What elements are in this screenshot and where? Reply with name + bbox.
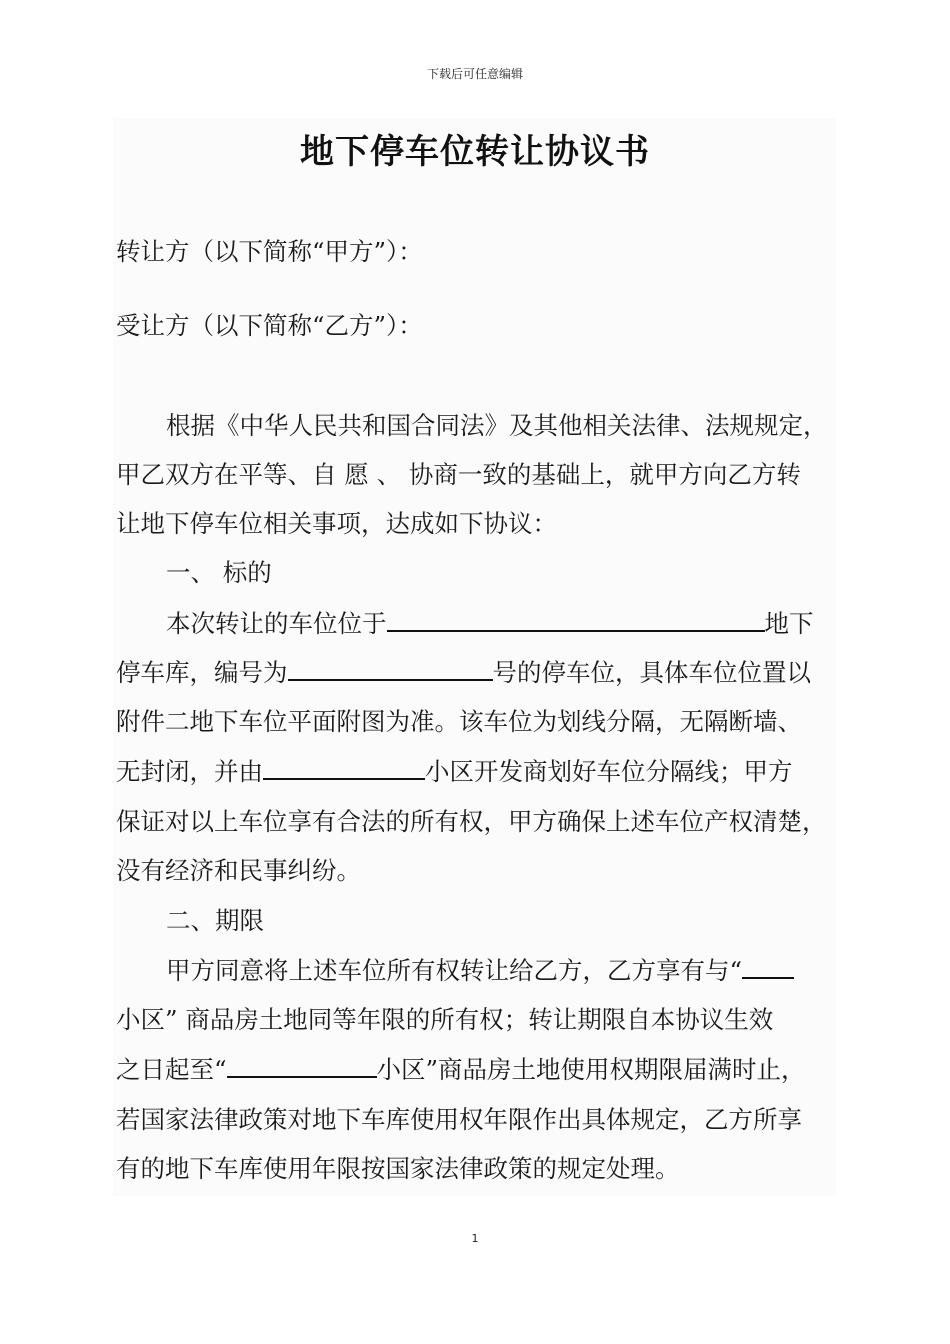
section-2-line-2: 小区” 商品房土地同等年限的所有权；转让期限自本协议生效	[116, 1005, 774, 1034]
preamble-line-3: 让地下停车位相关事项，达成如下协议：	[116, 509, 557, 538]
community-name-blank-1[interactable]	[742, 955, 794, 979]
community-name-blank-2[interactable]	[227, 1054, 377, 1078]
section-2-line-1-text-a: 甲方同意将上述车位所有权转让给乙方，乙方享有与“	[166, 956, 743, 985]
parking-location-blank[interactable]	[387, 608, 765, 632]
section-2-line-3-text-a: 之日起至“	[116, 1055, 227, 1084]
preamble-line-2: 甲乙双方在平等、自 愿 、 协商一致的基础上，就甲方向乙方转	[116, 460, 801, 489]
section-1-line-1-text-b: 地下	[764, 609, 814, 638]
section-1-heading: 一、 标的	[166, 558, 272, 587]
page-header: 下载后可任意编辑	[426, 67, 523, 81]
section-2-line-4: 若国家法律政策对地下车库使用权年限作出具体规定，乙方所享	[116, 1105, 802, 1134]
section-1-line-1	[166, 608, 814, 640]
section-1-line-2-text-a: 停车库，编号为	[116, 658, 288, 687]
section-1-line-6: 没有经济和民事纠纷。	[116, 856, 361, 885]
section-1-line-4-text-b: 小区开发商划好车位分隔线；甲方	[425, 757, 793, 786]
section-1-line-4-text-a: 无封闭，并由	[116, 757, 263, 786]
section-2-line-3	[116, 1054, 806, 1086]
section-1-line-5: 保证对以上车位享有合法的所有权，甲方确保上述车位产权清楚，	[116, 807, 827, 836]
party-b-line: 受让方（以下简称“乙方”）：	[116, 311, 423, 340]
section-1-line-4	[116, 756, 793, 788]
section-2-line-1	[166, 955, 794, 987]
preamble-line-1: 根据《中华人民共和国合同法》及其他相关法律、法规规定，	[166, 411, 828, 440]
developer-blank[interactable]	[263, 756, 425, 780]
section-1-line-2	[116, 657, 811, 689]
document-title: 地下停车位转让协议书	[300, 132, 650, 172]
section-2-line-5: 有的地下车库使用年限按国家法律政策的规定处理。	[116, 1154, 680, 1183]
section-1-line-2-text-b: 号的停车位，具体车位位置以	[492, 658, 811, 687]
section-2-line-3-text-b: 小区”商品房土地使用权期限届满时止，	[376, 1055, 806, 1084]
page-number: 1	[471, 1232, 479, 1245]
party-a-line: 转让方（以下简称“甲方”）：	[116, 237, 423, 266]
section-2-heading: 二、期限	[166, 906, 264, 935]
section-1-line-1-text-a: 本次转让的车位位于	[166, 609, 387, 638]
section-1-line-3: 附件二地下车位平面附图为准。该车位为划线分隔，无隔断墙、	[116, 707, 802, 736]
parking-number-blank[interactable]	[288, 657, 493, 681]
